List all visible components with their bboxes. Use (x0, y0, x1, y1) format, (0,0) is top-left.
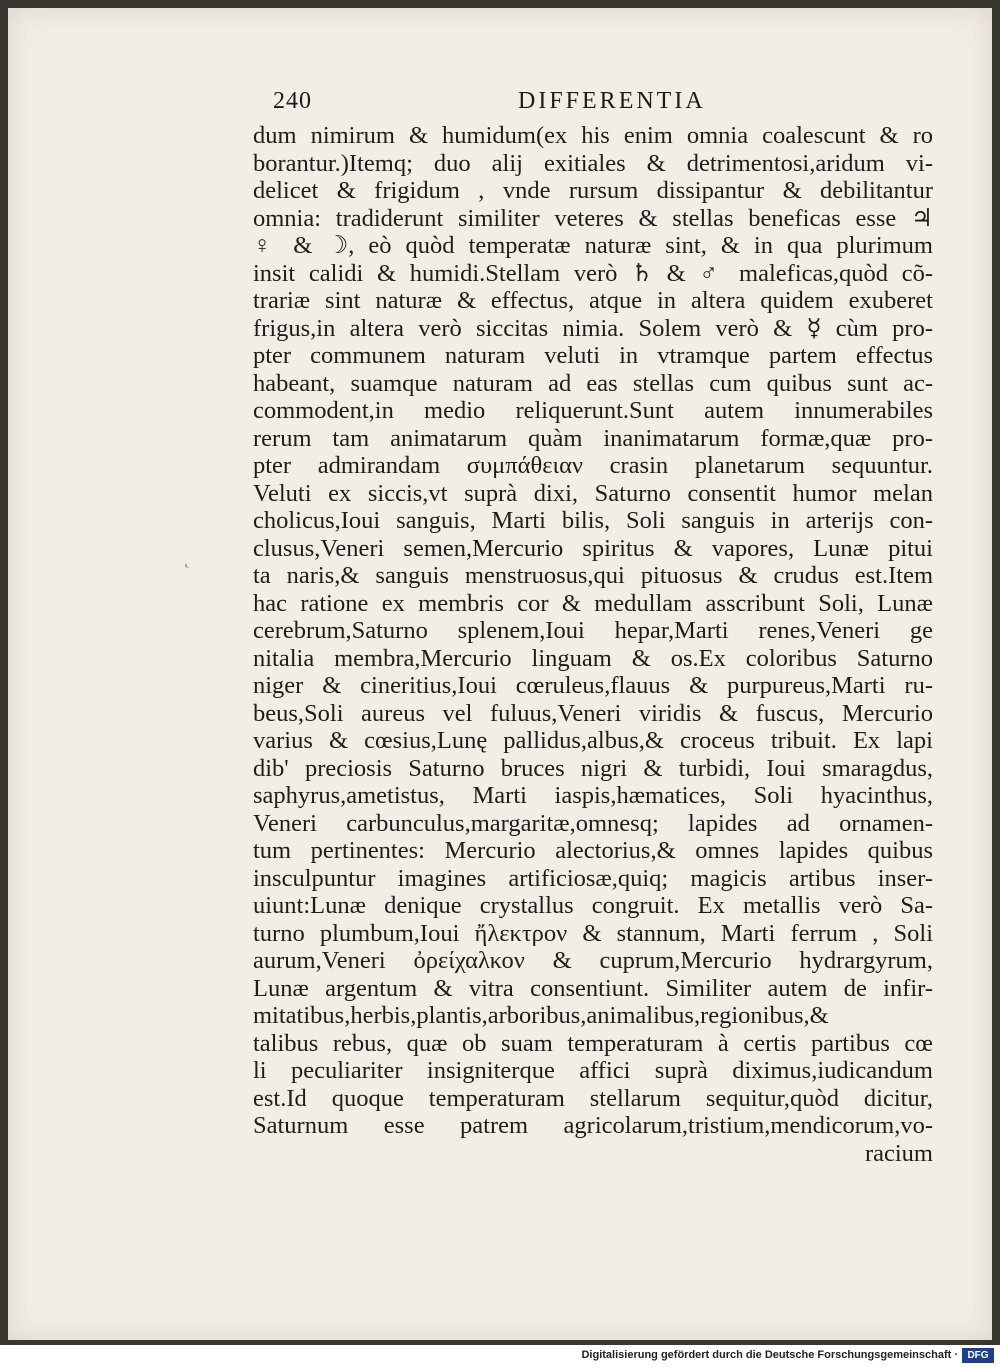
text-line: borantur.)Itemq; duo alij exitiales & detrimentosi,aridum vi- (253, 149, 933, 177)
text-line: insculpuntur imagines artificiosæ,quiq; magicis artibus inser- (253, 864, 933, 892)
text-line: aurum,Veneri ὀρείχαλκον & cuprum,Mercurio hydrargyrum, (253, 947, 933, 974)
text-line: dib' preciosis Saturno bruces nigri & turbidi, Ioui smaragdus, (253, 754, 933, 782)
text-line: insit calidi & humidi.Stellam verò ♄ & ♂ maleficas,quòd cõ- (253, 259, 933, 287)
text-line: Lunæ argentum & vitra consentiunt. Similiter autem de infir- (253, 974, 933, 1002)
text-line: mitatibus,herbis,plantis,arboribus,animalibus,regionibus,& (253, 1002, 829, 1029)
text-line: habeant, suamque naturam ad eas stellas cum quibus sunt ac- (253, 369, 933, 397)
text-line: rerum tam animatarum quàm inanimatarum formæ,quæ pro- (253, 424, 933, 452)
text-line: turno plumbum,Ioui ἤλεκτρον & stannum, Marti ferrum , Soli (253, 919, 933, 947)
text-line: niger & cineritius,Ioui cœruleus,flauus & purpureus,Marti ru- (253, 672, 933, 699)
text-line: ♀ & ☽, eò quòd temperatæ naturæ sint, & in qua plurimum (253, 232, 933, 259)
text-line: pter admirandam συμπάθειαν crasin planetarum sequuntur. (253, 452, 933, 479)
text-line: omnia: tradiderunt similiter veteres & stellas beneficas esse ♃ (253, 204, 933, 232)
text-line: est.Id quoque temperaturam stellarum sequitur,quòd dicitur, (253, 1084, 933, 1112)
page-number: 240 (273, 88, 312, 114)
text-line: talibus rebus, quæ ob suam temperaturam à certis partibus cœ (253, 1029, 933, 1057)
text-line: dum nimirum & humidum(ex his enim omnia coalescunt & ro (253, 122, 933, 149)
text-line: uiunt:Lunæ denique crystallus congruit. Ex metallis verò Sa- (253, 892, 933, 919)
text-line: frigus,in altera verò siccitas nimia. Solem verò & ☿ cùm pro- (253, 314, 933, 342)
catchword: racium (864, 1139, 933, 1167)
text-line: li peculiariter insigniterque affici suprà diximus,iudicandum (253, 1057, 933, 1084)
text-line: cholicus,Ioui sanguis, Marti bilis, Soli sanguis in arterijs con- (253, 507, 933, 534)
dfg-logo: DFG (962, 1348, 994, 1363)
text-line: saphyrus,ametistus, Marti iaspis,hæmatices, Soli hyacinthus, (253, 782, 933, 809)
text-line: varius & cœsius,Lunę pallidus,albus,& croceus tribuit. Ex lapi (253, 727, 933, 754)
book-page (8, 8, 992, 1340)
text-line: clusus,Veneri semen,Mercurio spiritus & vapores, Lunæ pitui (253, 534, 933, 562)
text-line: Veluti ex siccis,vt suprà dixi, Saturno consentit humor melan (253, 479, 933, 507)
margin-mark: ˛ (184, 548, 190, 568)
text-line: delicet & frigidum , vnde rursum dissipantur & debilitantur (253, 177, 933, 204)
footer-credit: Digitalisierung gefördert durch die Deutsche Forschungsgemeinschaft · (581, 1349, 958, 1361)
text-line: beus,Soli aureus vel fuluus,Veneri viridis & fuscus, Mercurio (253, 699, 933, 727)
text-line: commodent,in medio reliquerunt.Sunt autem innumerabiles (253, 397, 933, 424)
body-text (253, 122, 933, 1167)
running-head: DIFFERENTIA (518, 88, 706, 114)
text-line: cerebrum,Saturno splenem,Ioui hepar,Marti renes,Veneri ge (253, 617, 933, 644)
text-line: ta naris,& sanguis menstruosus,qui pituosus & crudus est.Item (253, 562, 933, 589)
text-line: hac ratione ex membris cor & medullam asscribunt Soli, Lunæ (253, 589, 933, 617)
text-line: trariæ sint naturæ & effectus, atque in altera quidem exuberet (253, 287, 933, 314)
footer-bar (0, 1345, 1000, 1367)
text-line: Veneri carbunculus,margaritæ,omnesq; lapides ad ornamen- (253, 809, 933, 837)
text-line: pter communem naturam veluti in vtramque partem effectus (253, 342, 933, 369)
text-line: Saturnum esse patrem agricolarum,tristium,mendicorum,vo- (253, 1112, 933, 1139)
text-line: tum pertinentes: Mercurio alectorius,& omnes lapides quibus (253, 837, 933, 864)
text-line: nitalia membra,Mercurio linguam & os.Ex coloribus Saturno (253, 644, 933, 672)
